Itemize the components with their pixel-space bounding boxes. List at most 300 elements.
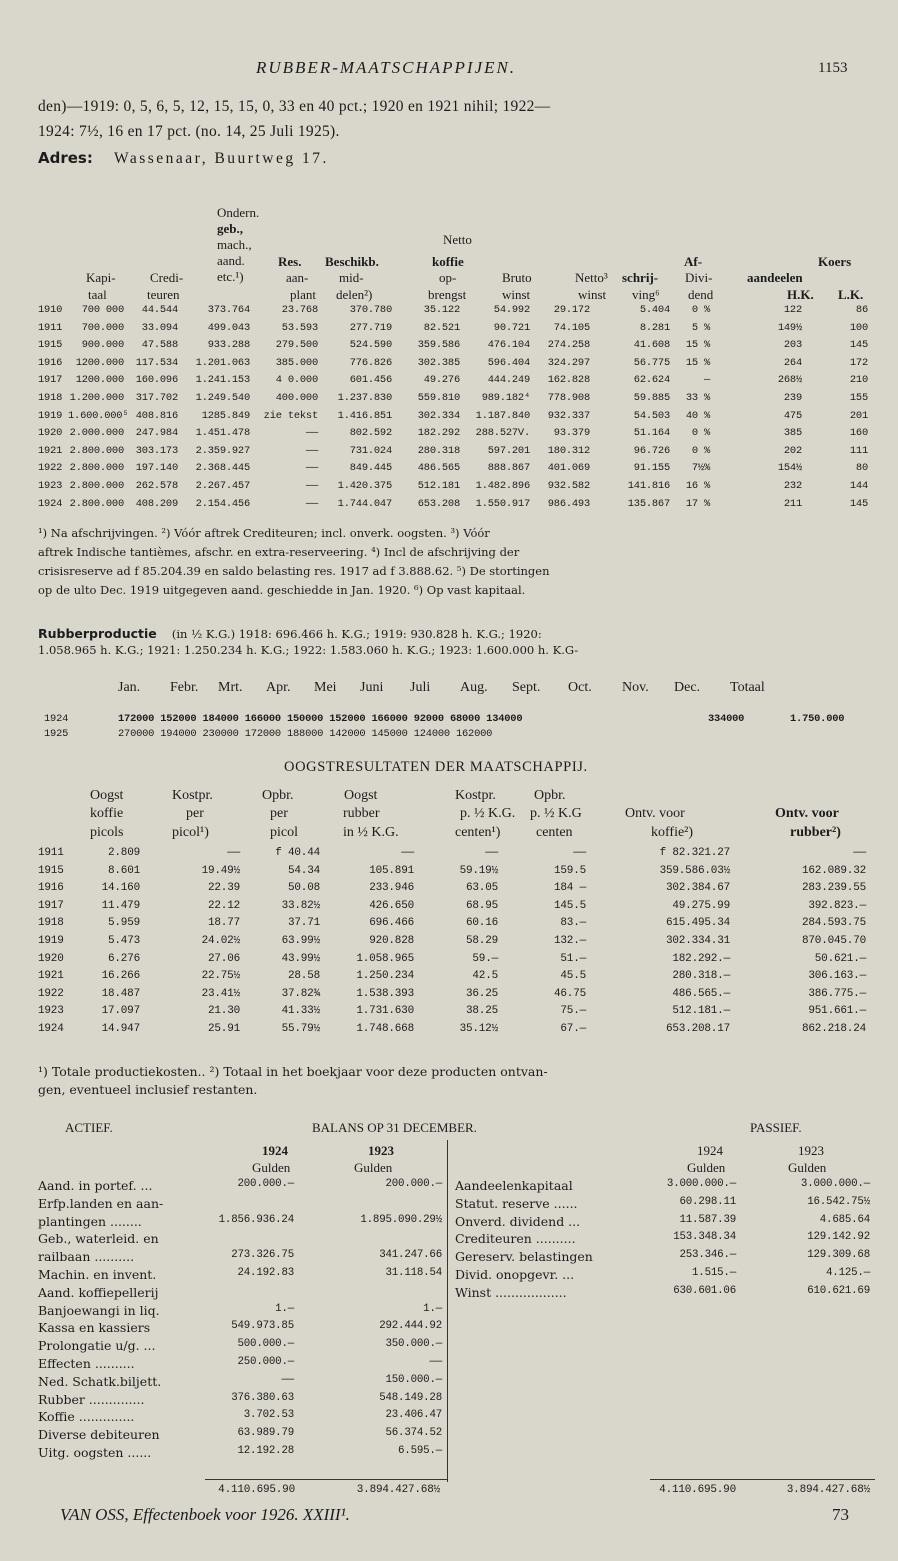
oogst-hdr0-0: Oogst (90, 788, 124, 803)
oogst-cell-r10-c8: 862.218.24 (801, 1023, 866, 1035)
month-header-7: Aug. (460, 680, 488, 695)
oogst-cell-r9-c3: 41.33½ (281, 1005, 320, 1018)
oogst-cell-r1-c2: 19.49½ (201, 864, 240, 877)
actief-label-6: Aand. koffiepellerij (38, 1284, 159, 1300)
table1-cell-r0-c7: 54.992 (493, 304, 530, 316)
oogst-cell-r10-c1: 14.947 (101, 1023, 140, 1035)
oogst-cell-r6-c7: 182.292.— (672, 952, 730, 965)
table1-cell-r7-c0: 1920 (38, 427, 63, 440)
actief-label-13: Koffie .............. (38, 1409, 135, 1425)
table1-cell-r5-c3: 1.249.540 (195, 392, 250, 404)
address-value: Wassenaar, Buurtweg 17. (113, 150, 329, 167)
table1-cell-r2-c0: 1915 (38, 339, 63, 352)
table1-cell-r4-c2: 160.096 (135, 374, 178, 387)
oogst-cell-r1-c8: 162.089.32 (801, 864, 866, 877)
table1-cell-r11-c6: 653.208 (417, 497, 460, 510)
actief-label-15: Uitg. oogsten ...... (38, 1445, 152, 1460)
oogst-cell-r7-c2: 22.75½ (201, 970, 240, 983)
month-header-5: Juni (360, 680, 384, 695)
oogst-cell-r9-c8: 951.661.— (808, 1005, 866, 1018)
oogst-cell-r0-c8: —— (853, 847, 866, 859)
oogst-cell-r8-c2: 23.41½ (201, 987, 240, 1000)
table1-cell-r0-c8: 29.172 (553, 304, 590, 316)
table1-cell-r11-c1: 2.800.000 (69, 497, 124, 510)
oogst-cell-r6-c6: 51.— (560, 952, 586, 965)
oogst-cell-r9-c4: 1.731.630 (356, 1005, 414, 1018)
oogst-cell-r8-c0: 1922 (38, 987, 64, 1000)
oogst-cell-r4-c0: 1918 (38, 917, 64, 930)
oogst-cell-r9-c1: 17.097 (101, 1005, 140, 1018)
hdr-brengst: brengst (428, 287, 467, 302)
month-header-10: Nov. (622, 680, 649, 695)
oogst-cell-r7-c7: 280.318.— (672, 970, 730, 983)
oogst-cell-r0-c4: —— (401, 847, 414, 859)
table1-cell-r9-c7: 888.867 (487, 462, 530, 475)
table1-cell-r7-c5: 802.592 (349, 427, 392, 440)
hdr-winst: winst (502, 287, 531, 302)
passief-a-2: 11.587.39 (679, 1213, 736, 1226)
passief-total-b: 3.894.427.68½ (786, 1484, 870, 1496)
table1-cell-r10-c5: 1.420.375 (337, 480, 392, 492)
table1-cell-r8-c2: 303.173 (135, 444, 178, 457)
oogst-cell-r0-c7: f 82.321.27 (659, 847, 730, 859)
hdr-taal: taal (88, 287, 107, 302)
table1-cell-r11-c0: 1924 (38, 497, 63, 510)
table1-cell-r8-c3: 2.359.927 (195, 444, 250, 457)
hdr-kapi: Kapi- (86, 270, 116, 285)
table1-cell-r1-c7: 90.721 (493, 321, 530, 334)
hdr-plant: plant (290, 287, 316, 302)
oogst-cell-r8-c7: 486.565.— (672, 987, 730, 1000)
passief-total-rule (650, 1479, 875, 1480)
table1-cell-r6-c4: zie tekst (263, 409, 318, 422)
oogst-note-2: gen, eventueel inclusief restanten. (38, 1082, 258, 1097)
passief-a-1: 60.298.11 (679, 1195, 736, 1208)
table1-cell-r2-c4: 279.500 (275, 339, 318, 352)
passief-b-6: 610.621.69 (807, 1284, 870, 1297)
oogst-cell-r5-c0: 1919 (38, 935, 64, 947)
oogst-hdr2-2: picol (270, 825, 298, 840)
hdr-beschikb: Beschikb. (325, 254, 379, 269)
oogst-cell-r3-c0: 1917 (38, 899, 64, 912)
oogst-cell-r5-c6: 132.— (553, 935, 586, 947)
oogst-cell-r8-c6: 46.75 (553, 987, 586, 1000)
oogst-cell-r0-c6: —— (573, 847, 586, 859)
oogst-hdr1-3: rubber (343, 806, 380, 821)
table1-cell-r8-c1: 2.800.000 (69, 444, 124, 457)
table1-cell-r8-c9: 96.726 (633, 444, 670, 457)
table1-cell-r0-c1: 700 000 (81, 304, 124, 316)
passief-a-4: 253.346.— (679, 1249, 736, 1262)
monthly-total-1924: 1.750.000 (790, 713, 845, 725)
rubber-production-line-1 (38, 623, 542, 642)
oogst-cell-r2-c5: 63.05 (465, 882, 498, 895)
actief-label-4: railbaan .......... (38, 1249, 135, 1265)
hdr-delen: delen²) (336, 287, 373, 302)
oogst-hdr1-2: per (270, 806, 288, 821)
table1-cell-r9-c6: 486.565 (417, 462, 460, 475)
oogst-hdr0-5: Opbr. (534, 788, 566, 803)
oogst-cell-r3-c5: 68.95 (465, 899, 498, 912)
hdr-ondern: Ondern. geb., mach., aand. etc.¹) (217, 205, 260, 284)
oogst-cell-r5-c3: 63.99½ (281, 935, 320, 947)
actief-a-12: 376.380.63 (231, 1391, 294, 1404)
table1-cell-r5-c10: 33 % (685, 392, 710, 404)
table1-cell-r9-c11: 154½ (777, 462, 802, 475)
oogst-cell-r8-c3: 37.82¾ (281, 987, 320, 1000)
oogst-cell-r6-c1: 6.276 (107, 952, 140, 965)
actief-b-13: 23.406.47 (385, 1409, 442, 1422)
oogst-cell-r10-c4: 1.748.668 (356, 1023, 414, 1035)
hdr-credi: Credi- (150, 270, 184, 285)
actief-total-a: 4.110.695.90 (218, 1484, 295, 1496)
actief-a-4: 273.326.75 (231, 1249, 294, 1262)
oogst-hdr1-4: p. ½ K.G. (460, 806, 516, 821)
table1-cell-r9-c3: 2.368.445 (195, 462, 250, 475)
passief-b-2: 4.685.64 (819, 1213, 870, 1226)
table1-cell-r9-c10: 7½% (691, 462, 710, 475)
hdr-schrij: schrij- (622, 270, 659, 285)
oogst-cell-r1-c1: 8.601 (107, 864, 140, 877)
monthly-year-1925: 1925 (44, 728, 69, 740)
oogst-cell-r2-c3: 50.08 (287, 882, 320, 895)
table1-cell-r7-c2: 247.984 (135, 427, 178, 440)
table1-cell-r5-c7: 989.182⁴ (481, 392, 530, 404)
actief-b-11: 150.000.— (385, 1373, 442, 1386)
table1-cell-r4-c4: 4 0.000 (275, 374, 318, 387)
table1-cell-r2-c5: 524.590 (349, 339, 392, 352)
hdr-teuren: teuren (147, 287, 180, 302)
oogst-cell-r8-c5: 36.25 (465, 987, 498, 1000)
balans-title: BALANS OP 31 DECEMBER. (312, 1120, 477, 1135)
table1-cell-r9-c0: 1922 (38, 462, 63, 475)
table1-cell-r5-c9: 59.885 (633, 392, 670, 404)
table1-cell-r0-c9: 5.404 (639, 304, 670, 316)
address-label: Adres: (38, 149, 93, 167)
table1-cell-r1-c3: 499.043 (207, 321, 250, 334)
table1-cell-r2-c1: 900.000 (81, 339, 124, 352)
actief-b-9: 350.000.— (385, 1338, 442, 1351)
table1-cell-r4-c9: 62.624 (633, 374, 670, 387)
rubber-line1-text: (in ½ K.G.) 1918: 696.466 h. K.G.; 1919: 930.828 h. K.G.; 1920: (171, 627, 542, 641)
oogst-cell-r5-c4: 920.828 (369, 935, 414, 947)
oogst-hdr2-1: picol¹) (172, 825, 209, 840)
oogst-cell-r7-c3: 28.58 (287, 970, 320, 983)
oogst-cell-r10-c0: 1924 (38, 1023, 64, 1035)
oogst-hdr1-5: p. ½ K.G (530, 806, 582, 821)
hdr-af: Af- (684, 254, 703, 269)
passief-b-3: 129.142.92 (807, 1231, 870, 1244)
table1-cell-r2-c2: 47.588 (141, 339, 178, 352)
oogst-cell-r3-c8: 392.823.— (808, 899, 866, 912)
table1-cell-r8-c5: 731.024 (349, 444, 392, 457)
actief-total-rule (205, 1479, 447, 1480)
table1-cell-r5-c4: 400.000 (275, 392, 318, 404)
rubber-label: Rubberproductie (38, 626, 157, 641)
table1-cell-r4-c11: 268½ (777, 374, 802, 387)
table1-cell-r1-c1: 700.000 (81, 321, 124, 334)
oogst-cell-r4-c2: 18.77 (207, 917, 240, 930)
table1-cell-r7-c10: 0 % (691, 427, 710, 440)
actief-b-14: 56.374.52 (385, 1427, 442, 1440)
month-header-2: Mrt. (218, 680, 243, 695)
oogst-cell-r6-c0: 1920 (38, 952, 64, 965)
table1-cell-r10-c2: 262.578 (135, 480, 178, 492)
actief-label-11: Ned. Schatk.biljett. (38, 1373, 162, 1389)
actief-label: ACTIEF. (65, 1120, 113, 1135)
footer-page: 73 (832, 1505, 849, 1524)
table1-cell-r7-c6: 182.292 (417, 427, 460, 440)
hdr-netto: Netto (443, 232, 472, 247)
oogst-cell-r4-c5: 60.16 (465, 917, 498, 930)
oogst-cell-r0-c5: —— (485, 847, 498, 859)
table1-cell-r11-c4: —— (305, 497, 318, 510)
oogst-hdr0-4: Kostpr. (455, 788, 496, 803)
passief-label-2: Onverd. dividend ... (455, 1213, 581, 1229)
balans-divider (447, 1140, 448, 1482)
oogst-cell-r6-c3: 43.99½ (281, 952, 320, 965)
hdr-netto3: Netto³ (575, 270, 608, 285)
oogst-cell-r2-c0: 1916 (38, 882, 64, 895)
table1-cell-r5-c0: 1918 (38, 392, 63, 404)
passief-label-1: Statut. reserve ...... (455, 1195, 578, 1211)
table1-cell-r3-c10: 15 % (685, 356, 710, 369)
table1-cell-r7-c7: 288.527V. (475, 427, 530, 440)
page-number: 1153 (818, 60, 848, 76)
oogst-cell-r8-c4: 1.538.393 (356, 987, 414, 1000)
passief-a-0: 3.000.000.— (666, 1178, 736, 1190)
notes1-line-3: crisisreserve ad f 85.204.39 en saldo belasting res. 1917 ad f 3.888.62. ⁵) De stortingen (38, 564, 550, 578)
table1-cell-r1-c10: 5 % (691, 321, 710, 334)
oogst-cell-r1-c5: 59.19½ (459, 864, 498, 877)
oogst-cell-r4-c3: 37.71 (287, 917, 320, 930)
oogst-cell-r2-c2: 22.39 (207, 882, 240, 895)
passief-a-5: 1.515.— (692, 1267, 736, 1279)
oogst-hdr2-0: picols (90, 825, 124, 840)
table1-cell-r10-c11: 232 (783, 480, 802, 492)
table1-cell-r4-c10: — (703, 374, 710, 387)
oogst-cell-r5-c5: 58.29 (465, 935, 498, 947)
table1-cell-r11-c10: 17 % (685, 497, 710, 510)
passief-label: PASSIEF. (750, 1120, 802, 1135)
oogst-cell-r9-c6: 75.— (560, 1005, 586, 1018)
table1-cell-r6-c6: 302.334 (417, 409, 460, 422)
oogst-cell-r2-c1: 14.160 (101, 882, 140, 895)
table1-cell-r2-c10: 15 % (685, 339, 710, 352)
oogst-cell-r1-c3: 54.34 (287, 864, 320, 877)
actief-a-0: 200.000.— (237, 1178, 294, 1190)
table1-cell-r6-c7: 1.187.840 (475, 409, 530, 422)
table1-cell-r4-c0: 1917 (38, 374, 63, 387)
oogst-cell-r10-c6: 67.— (560, 1023, 586, 1035)
oogst-hdr1-6: Ontv. voor (625, 806, 685, 821)
passief-year-b: 1923 (798, 1143, 824, 1158)
passief-a-6: 630.601.06 (673, 1284, 736, 1297)
oogst-cell-r1-c7: 359.586.03½ (659, 864, 730, 877)
hdr-aandeelen: aandeelen (747, 270, 803, 285)
table1-cell-r9-c8: 401.069 (547, 462, 590, 475)
oogst-hdr0-2: Opbr. (262, 788, 294, 803)
table1-cell-r8-c6: 280.318 (417, 444, 460, 457)
hdr-ving: ving⁶ (632, 287, 660, 302)
notes1-line-2: aftrek Indische tantièmes, afschr. en extra-reserveering. ⁴) Incl de afschrijving der (38, 545, 520, 559)
passief-unit-a: Gulden (687, 1160, 726, 1175)
oogst-cell-r3-c2: 22.12 (207, 899, 240, 912)
passief-label-4: Gereserv. belastingen (455, 1249, 593, 1265)
actief-b-8: 292.444.92 (379, 1320, 442, 1333)
table1-cell-r7-c8: 93.379 (553, 427, 590, 440)
table1-cell-r11-c12: 145 (849, 497, 868, 510)
table1-cell-r1-c8: 74.105 (553, 321, 590, 334)
table1-cell-r0-c6: 35.122 (423, 304, 460, 316)
oogst-cell-r7-c4: 1.250.234 (356, 970, 414, 983)
monthly-year-1924: 1924 (44, 713, 69, 725)
oogst-cell-r0-c2: —— (227, 847, 240, 859)
hdr-lk: L.K. (838, 287, 864, 302)
table1-cell-r7-c9: 51.164 (633, 427, 670, 440)
oogst-cell-r2-c8: 283.239.55 (801, 882, 866, 895)
table1-cell-r4-c3: 1.241.153 (195, 374, 250, 387)
oogst-cell-r3-c4: 426.650 (369, 899, 414, 912)
oogst-cell-r9-c5: 38.25 (465, 1005, 498, 1018)
passief-a-3: 153.348.34 (673, 1231, 736, 1244)
table1-cell-r5-c6: 559.810 (417, 392, 460, 404)
table1-cell-r1-c6: 82.521 (423, 321, 460, 334)
oogst-title: OOGSTRESULTATEN DER MAATSCHAPPIJ. (284, 759, 588, 775)
table1-cell-r1-c4: 53.593 (281, 321, 318, 334)
table1-cell-r9-c9: 91.155 (633, 462, 670, 475)
table1-cell-r3-c8: 324.297 (547, 356, 590, 369)
table1-cell-r2-c8: 274.258 (547, 339, 590, 352)
oogst-cell-r1-c6: 159.5 (553, 864, 586, 877)
oogst-hdr1-1: per (186, 806, 204, 821)
actief-label-7: Banjoewangi in liq. (38, 1302, 160, 1318)
table1-cell-r3-c11: 264 (783, 356, 802, 369)
oogst-cell-r5-c1: 5.473 (107, 935, 140, 947)
table1-cell-r1-c5: 277.719 (349, 321, 392, 334)
actief-a-10: 250.000.— (237, 1356, 294, 1368)
passief-label-3: Crediteuren .......... (455, 1231, 576, 1247)
oogst-cell-r10-c7: 653.208.17 (665, 1023, 730, 1035)
table1-cell-r8-c11: 202 (783, 444, 802, 457)
table1-cell-r11-c9: 135.867 (627, 497, 670, 510)
oogst-cell-r7-c5: 42.5 (472, 970, 498, 983)
month-header-12: Totaal (730, 680, 765, 695)
actief-a-5: 24.192.83 (237, 1267, 294, 1279)
table1-cell-r0-c3: 373.764 (207, 304, 250, 316)
table1-cell-r1-c9: 8.281 (639, 321, 670, 334)
oogst-cell-r4-c1: 5.959 (107, 917, 140, 930)
oogst-cell-r0-c1: 2.809 (107, 847, 140, 859)
oogst-cell-r7-c6: 45.5 (560, 970, 586, 983)
actief-a-15: 12.192.28 (237, 1445, 294, 1457)
table1-cell-r10-c12: 144 (849, 480, 868, 492)
oogst-cell-r4-c7: 615.495.34 (665, 917, 730, 930)
table1-cell-r8-c4: —— (305, 444, 318, 457)
actief-label-5: Machin. en invent. (38, 1267, 157, 1282)
actief-b-0: 200.000.— (385, 1178, 442, 1190)
table1-cell-r8-c8: 180.312 (547, 444, 590, 457)
table1-cell-r4-c5: 601.456 (349, 374, 392, 387)
oogst-cell-r3-c7: 49.275.99 (672, 899, 730, 912)
table1-cell-r3-c2: 117.534 (135, 356, 178, 369)
oogst-hdr0-1: Kostpr. (172, 788, 213, 803)
oogst-hdr2-5: centen (536, 825, 573, 840)
intro-line-2: 1924: 7½, 16 en 17 pct. (no. 14, 25 Juli 1925). (38, 123, 340, 140)
table1-cell-r0-c5: 370.780 (349, 304, 392, 316)
table1-cell-r4-c1: 1200.000 (75, 374, 124, 387)
table1-cell-r3-c3: 1.201.063 (195, 356, 250, 369)
passief-unit-b: Gulden (788, 1160, 827, 1175)
table1-cell-r3-c4: 385.000 (275, 356, 318, 369)
oogst-hdr2-3: in ½ K.G. (343, 825, 399, 840)
hdr-divi: Divi- (685, 270, 713, 285)
table1-cell-r9-c2: 197.140 (135, 462, 178, 475)
table1-cell-r1-c11: 149½ (777, 321, 802, 334)
actief-unit-b: Gulden (354, 1160, 393, 1175)
table1-cell-r2-c9: 41.608 (633, 339, 670, 352)
table1-cell-r0-c0: 1910 (38, 304, 63, 316)
table1-cell-r8-c10: 0 % (691, 444, 710, 457)
oogst-cell-r6-c4: 1.058.965 (356, 952, 414, 965)
actief-year-a: 1924 (262, 1143, 288, 1158)
actief-label-8: Kassa en kassiers (38, 1320, 151, 1336)
actief-b-2: 1.895.090.29½ (360, 1213, 442, 1226)
actief-a-2: 1.856.936.24 (218, 1213, 294, 1226)
table1-cell-r11-c11: 211 (783, 497, 802, 510)
oogst-cell-r5-c7: 302.334.31 (665, 935, 730, 947)
table1-cell-r3-c12: 172 (849, 356, 868, 369)
oogst-cell-r7-c0: 1921 (38, 970, 64, 983)
month-header-11: Dec. (674, 680, 701, 695)
oogst-cell-r4-c4: 696.466 (369, 917, 414, 930)
oogst-cell-r4-c8: 284.593.75 (801, 917, 866, 930)
month-header-3: Apr. (266, 680, 291, 695)
address-line (38, 148, 329, 168)
oogst-cell-r0-c0: 1911 (38, 847, 64, 859)
actief-total-b: 3.894.427.68½ (356, 1484, 440, 1496)
monthly-values-1924: 172000 152000 184000 166000 150000 152000 166000 92000 68000 134000 (118, 713, 523, 725)
table1-cell-r2-c7: 476.104 (487, 339, 530, 352)
table1-cell-r6-c9: 54.503 (633, 409, 670, 422)
actief-label-12: Rubber .............. (38, 1391, 145, 1407)
actief-label-0: Aand. in portef. ... (38, 1178, 153, 1193)
actief-b-15: 6.595.— (398, 1445, 442, 1457)
oogst-cell-r6-c2: 27.06 (207, 952, 240, 965)
table1-cell-r5-c2: 317.702 (135, 392, 178, 404)
oogst-cell-r9-c7: 512.181.— (672, 1005, 730, 1018)
table1-cell-r9-c5: 849.445 (349, 462, 392, 475)
table1-cell-r6-c2: 408.816 (135, 409, 178, 422)
table1-cell-r2-c12: 145 (849, 339, 868, 352)
table1-cell-r10-c9: 141.816 (627, 480, 670, 492)
table1-cell-r11-c3: 2.154.456 (195, 497, 250, 510)
table1-cell-r8-c7: 597.201 (487, 444, 530, 457)
table1-cell-r5-c11: 239 (783, 392, 802, 404)
hdr-aan: aan- (286, 270, 309, 285)
table1-cell-r7-c4: —— (305, 427, 318, 440)
table1-cell-r6-c3: 1285.849 (201, 409, 250, 422)
table1-cell-r10-c7: 1.482.896 (475, 480, 530, 492)
actief-label-9: Prolongatie u/g. ... (38, 1338, 156, 1354)
actief-label-14: Diverse debiteuren (38, 1427, 160, 1443)
table1-cell-r11-c8: 986.493 (547, 497, 590, 510)
oogst-cell-r9-c0: 1923 (38, 1005, 64, 1018)
oogst-cell-r1-c4: 105.891 (369, 864, 414, 877)
monthly-novdec-1924: 334000 (708, 713, 745, 725)
oogst-cell-r3-c1: 11.479 (101, 899, 140, 912)
actief-unit-a: Gulden (252, 1160, 291, 1175)
